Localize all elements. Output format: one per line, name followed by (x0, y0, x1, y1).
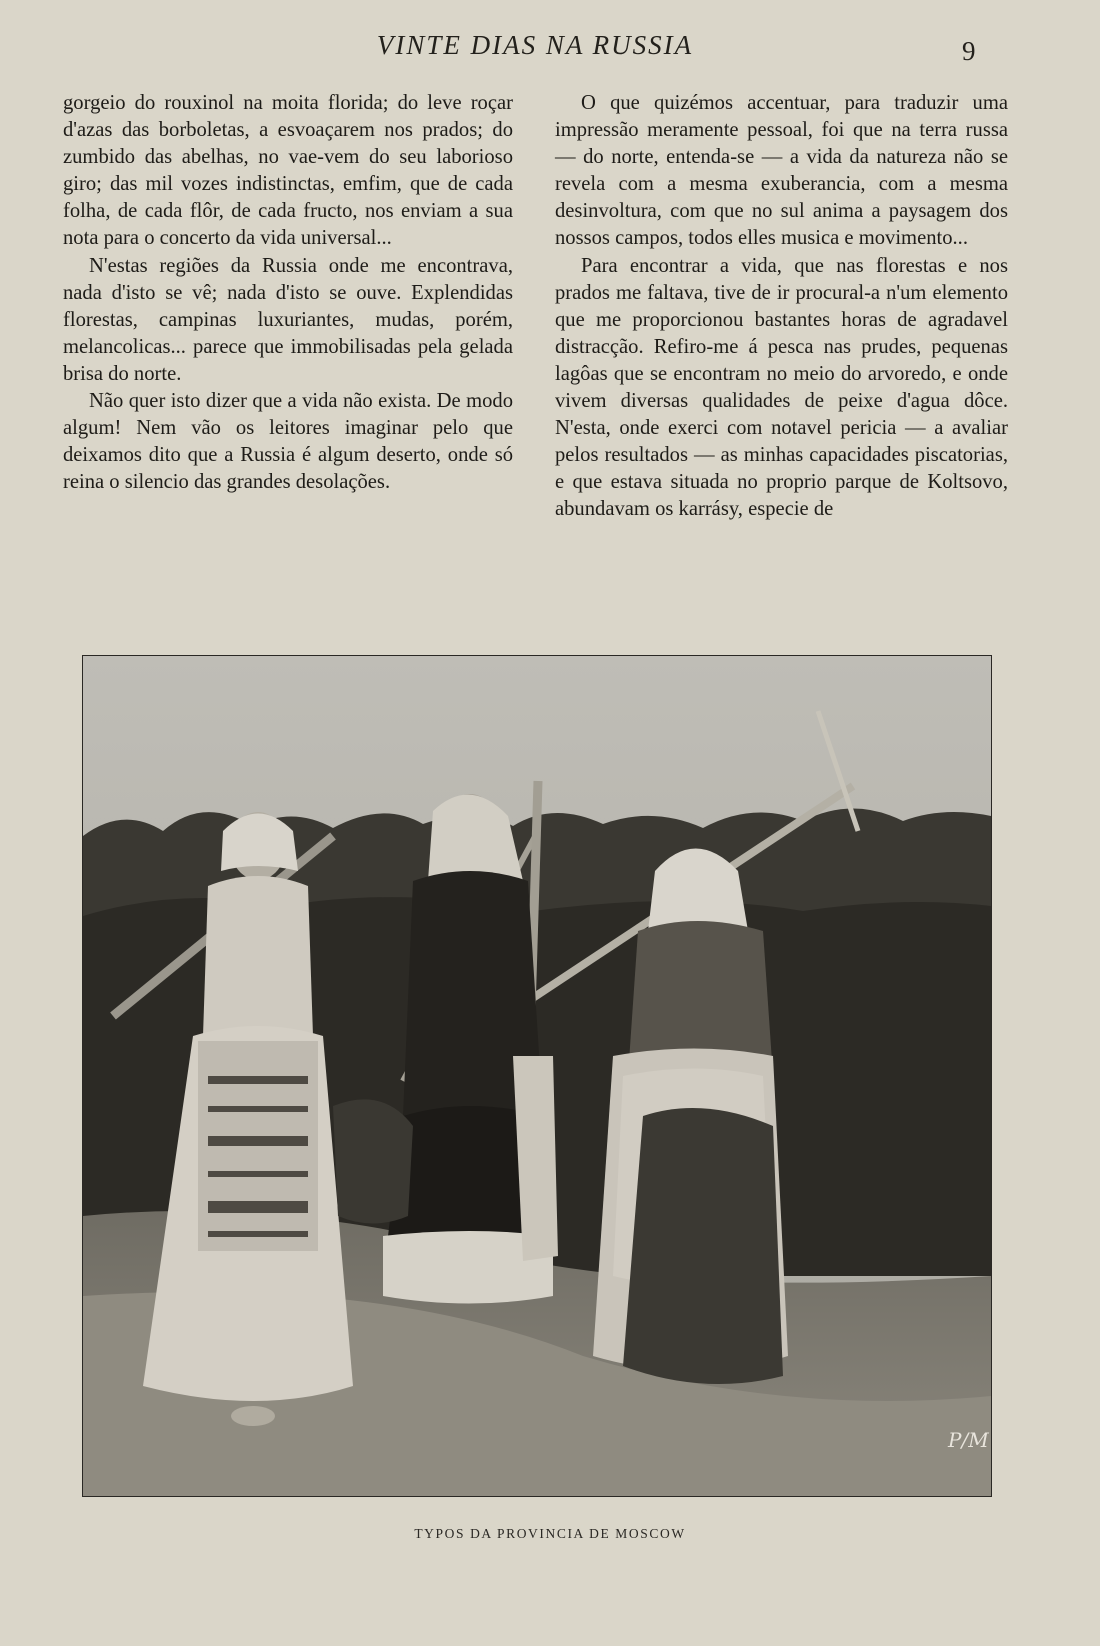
running-header-title: VINTE DIAS NA RUSSIA (376, 30, 694, 60)
left-text-column (63, 90, 513, 496)
right-text-column (555, 90, 1008, 524)
photograph-illustration (83, 656, 991, 1496)
page-number: 9 (962, 36, 976, 66)
paragraph: Para encontrar a vida, que nas florestas e nos prados me faltava, tive de ir procural-a n'um elemento que me proporcionou bastantes horas de agradavel distracção. Refiro-me á pesca nas prudes, pequenas lagôas que se encontram no meio do arvoredo, e onde vivem diversas qualidades de peixe d'agua dôce. N'esta, onde exerci com notavel pericia — a avaliar pelos resultados — as minhas capacidades piscatorias, e que estava situada no proprio parque de Koltsovo, abundavam os karrásy, especie de (555, 254, 1008, 521)
photographer-monogram: P/M (948, 1428, 989, 1452)
paragraph: Não quer isto dizer que a vida não exista. De modo algum! Nem vão os leitores imaginar pelo que deixamos dito que a Russia é algum deserto, onde só reina o silencio das grandes desolações. (63, 390, 513, 494)
paragraph: N'estas regiões da Russia onde me encontrava, nada d'isto se vê; nada d'isto se ouve. Explendidas florestas, campinas luxuriantes, mudas, porém, melancolicas... parece que immobilisadas pela gelada brisa do norte. (63, 254, 513, 385)
paragraph: gorgeio do rouxinol na moita florida; do leve roçar d'azas das borboletas, a esvoaçarem nos prados; do zumbido das abelhas, no vae-vem do seu laborioso giro; das mil vozes indistinctas, emfim, que de cada folha, de cada flôr, de cada fructo, nos enviam a sua nota para o concerto da vida universal... (63, 92, 513, 250)
photo-caption: TYPOS DA PROVINCIA DE MOSCOW (414, 1526, 686, 1541)
paragraph: O que quizémos accentuar, para traduzir uma impressão meramente pessoal, foi que na terra russa — do norte, entenda-se — a vida da natureza não se revela com a mesma exuberancia, com a mesma desinvoltura, com que no sul anima a paysagem dos nossos campos, todos elles musica e movimento... (555, 92, 1008, 250)
photograph-three-peasant-women (82, 655, 992, 1497)
